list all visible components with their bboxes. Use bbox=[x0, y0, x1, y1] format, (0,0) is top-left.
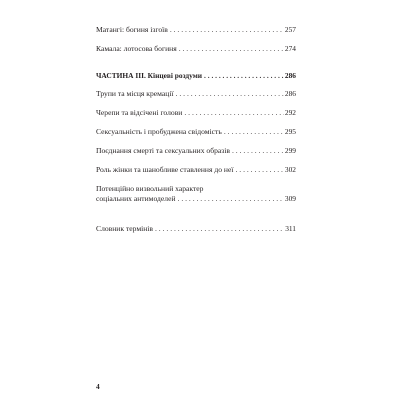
toc-entry-title-line1: Потенційно визвольний характер bbox=[96, 184, 204, 193]
dot-leader bbox=[224, 127, 284, 137]
spacer bbox=[96, 63, 296, 71]
toc-entry bbox=[96, 127, 296, 137]
toc-entry-page: 299 bbox=[284, 146, 296, 155]
toc-entry-page: 309 bbox=[284, 194, 296, 203]
toc-entry-title: Сексуальність і пробуджена свідомість bbox=[96, 127, 222, 136]
toc-entry-title: Трупи та місця кремації bbox=[96, 89, 174, 98]
toc-entry bbox=[96, 146, 296, 156]
dot-leader bbox=[155, 224, 284, 234]
toc-entry-page: 257 bbox=[284, 25, 296, 34]
toc-entry-title: Черепи та відсічені голови bbox=[96, 108, 183, 117]
dot-leader bbox=[204, 71, 284, 81]
dot-leader bbox=[176, 89, 284, 99]
toc-entry bbox=[96, 25, 296, 35]
toc-entry-title: Поєднання смерті та сексуальних образів bbox=[96, 146, 230, 155]
dot-leader bbox=[178, 194, 284, 204]
toc-entry-title: Камала: лотосова богиня bbox=[96, 44, 177, 53]
page-number: 4 bbox=[96, 382, 100, 391]
toc-entry-title-line2: соціальних антимоделей bbox=[96, 194, 176, 203]
toc-entry-title: Словник термінів bbox=[96, 224, 153, 233]
toc-entry-glossary bbox=[96, 224, 296, 234]
toc-entry-title: Роль жінки та шанобливе ставлення до неї bbox=[96, 165, 234, 174]
toc-entry bbox=[96, 165, 296, 175]
toc-entry bbox=[96, 108, 296, 118]
spacer bbox=[96, 213, 296, 224]
dot-leader bbox=[235, 165, 283, 175]
toc-entry-line2 bbox=[96, 194, 296, 204]
table-of-contents bbox=[96, 25, 296, 243]
toc-entry-page: 311 bbox=[285, 224, 296, 233]
toc-entry-multiline bbox=[96, 184, 296, 204]
toc-entry bbox=[96, 89, 296, 99]
dot-leader bbox=[184, 108, 284, 118]
toc-part-title: ЧАСТИНА ІІІ. Кінцеві роздуми bbox=[96, 71, 203, 80]
toc-entry-title: Матангі: богиня ізгоїв bbox=[96, 25, 168, 34]
toc-part-page: 286 bbox=[284, 71, 296, 80]
toc-entry-page: 286 bbox=[284, 89, 296, 98]
toc-entry-page: 295 bbox=[284, 127, 296, 136]
toc-entry-page: 274 bbox=[284, 44, 296, 53]
toc-entry bbox=[96, 44, 296, 54]
dot-leader bbox=[179, 44, 284, 54]
toc-entry-page: 302 bbox=[284, 165, 296, 174]
toc-part-heading bbox=[96, 71, 296, 81]
dot-leader bbox=[170, 25, 284, 35]
toc-entry-page: 292 bbox=[284, 108, 296, 117]
dot-leader bbox=[232, 146, 284, 156]
